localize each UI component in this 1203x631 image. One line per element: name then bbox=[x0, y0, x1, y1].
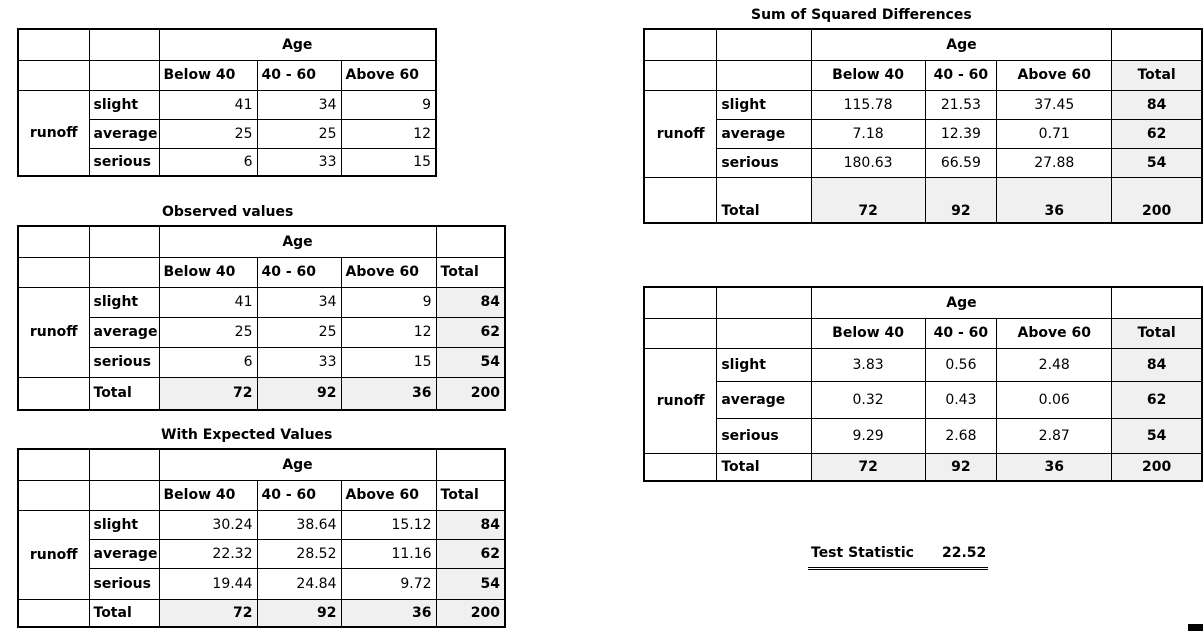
row-total: 62 bbox=[436, 317, 505, 347]
column-header: Total bbox=[436, 480, 505, 510]
row-label: average bbox=[89, 119, 159, 148]
row-label: average bbox=[89, 539, 159, 568]
expected-caption: With Expected Values bbox=[161, 427, 333, 443]
table-row bbox=[18, 510, 505, 539]
age-header: Age bbox=[159, 226, 436, 257]
observed-table bbox=[17, 225, 506, 411]
table-row bbox=[644, 318, 1202, 348]
column-total: 92 bbox=[925, 177, 997, 223]
table-cell: 27.88 bbox=[997, 148, 1112, 177]
table-row bbox=[644, 119, 1202, 148]
table-cell: 9.29 bbox=[811, 418, 925, 453]
column-header: Below 40 bbox=[811, 60, 925, 90]
row-total: 84 bbox=[436, 510, 505, 539]
row-label: serious bbox=[89, 347, 159, 377]
table-cell: 9.72 bbox=[341, 568, 436, 599]
observed-caption: Observed values bbox=[162, 204, 294, 220]
table-cell: 30.24 bbox=[159, 510, 257, 539]
age-header: Age bbox=[811, 287, 1112, 318]
table-cell: 25 bbox=[257, 317, 341, 347]
ssd-table bbox=[643, 28, 1203, 224]
column-header: Above 60 bbox=[997, 60, 1112, 90]
test-statistic-value: 22.52 bbox=[942, 545, 987, 561]
column-header: Total bbox=[1112, 318, 1202, 348]
age-header: Age bbox=[811, 29, 1112, 60]
row-label: slight bbox=[89, 90, 159, 119]
table-row bbox=[644, 348, 1202, 381]
column-header: 40 - 60 bbox=[257, 60, 341, 90]
table-row bbox=[644, 60, 1202, 90]
column-header: 40 - 60 bbox=[925, 318, 997, 348]
table-cell: 25 bbox=[159, 317, 257, 347]
column-total: 92 bbox=[925, 453, 997, 481]
column-header: Above 60 bbox=[341, 480, 436, 510]
column-total: 36 bbox=[341, 377, 436, 410]
row-total: 54 bbox=[1112, 418, 1202, 453]
runoff-label: runoff bbox=[644, 348, 717, 453]
total-label: Total bbox=[717, 453, 811, 481]
table-cell: 0.43 bbox=[925, 381, 997, 418]
runoff-label: runoff bbox=[18, 287, 89, 377]
table-row bbox=[18, 317, 505, 347]
table-cell: 66.59 bbox=[925, 148, 997, 177]
table-cell: 34 bbox=[257, 90, 341, 119]
column-total: 72 bbox=[159, 599, 257, 627]
table-cell: 2.48 bbox=[997, 348, 1112, 381]
table-cell: 41 bbox=[159, 90, 257, 119]
table-row bbox=[18, 29, 436, 60]
column-header: Total bbox=[436, 257, 505, 287]
row-label: average bbox=[717, 381, 811, 418]
table-row bbox=[644, 453, 1202, 481]
column-header: Below 40 bbox=[811, 318, 925, 348]
test-statistic-label: Test Statistic bbox=[811, 545, 914, 561]
table-row bbox=[18, 347, 505, 377]
table-row bbox=[18, 449, 505, 480]
row-total: 54 bbox=[436, 568, 505, 599]
column-total: 72 bbox=[159, 377, 257, 410]
age-header: Age bbox=[159, 449, 436, 480]
table-cell: 2.87 bbox=[997, 418, 1112, 453]
table-row bbox=[18, 377, 505, 410]
column-total: 92 bbox=[257, 377, 341, 410]
runoff-label: runoff bbox=[18, 510, 89, 599]
column-total: 36 bbox=[997, 453, 1112, 481]
table-cell: 37.45 bbox=[997, 90, 1112, 119]
table-cell: 0.32 bbox=[811, 381, 925, 418]
ssd-caption: Sum of Squared Differences bbox=[751, 7, 972, 23]
row-label: slight bbox=[89, 510, 159, 539]
column-header: Below 40 bbox=[159, 60, 257, 90]
table-row bbox=[18, 287, 505, 317]
table-cell: 9 bbox=[341, 287, 436, 317]
row-total: 62 bbox=[436, 539, 505, 568]
table-row bbox=[644, 90, 1202, 119]
row-total: 54 bbox=[1112, 148, 1202, 177]
grand-total: 200 bbox=[1112, 453, 1202, 481]
column-header: Above 60 bbox=[341, 257, 436, 287]
row-label: slight bbox=[717, 90, 811, 119]
row-label: average bbox=[89, 317, 159, 347]
table-cell: 15.12 bbox=[341, 510, 436, 539]
row-total: 84 bbox=[1112, 348, 1202, 381]
table-row bbox=[18, 257, 505, 287]
column-header: Above 60 bbox=[341, 60, 436, 90]
row-label: serious bbox=[89, 568, 159, 599]
row-label: serious bbox=[717, 148, 811, 177]
column-total: 36 bbox=[997, 177, 1112, 223]
table-cell: 0.56 bbox=[925, 348, 997, 381]
row-label: slight bbox=[717, 348, 811, 381]
table-cell: 9 bbox=[341, 90, 436, 119]
table-cell: 21.53 bbox=[925, 90, 997, 119]
column-total: 36 bbox=[341, 599, 436, 627]
total-label: Total bbox=[89, 377, 159, 410]
table-cell: 7.18 bbox=[811, 119, 925, 148]
table-row bbox=[644, 148, 1202, 177]
table-cell: 6 bbox=[159, 347, 257, 377]
table-row bbox=[644, 381, 1202, 418]
column-header: Below 40 bbox=[159, 257, 257, 287]
table-cell: 34 bbox=[257, 287, 341, 317]
table-row bbox=[18, 539, 505, 568]
table-row bbox=[18, 60, 436, 90]
table-cell: 25 bbox=[159, 119, 257, 148]
row-total: 62 bbox=[1112, 119, 1202, 148]
table-cell: 15 bbox=[341, 347, 436, 377]
table-cell: 33 bbox=[257, 148, 341, 176]
grand-total: 200 bbox=[436, 599, 505, 627]
row-label: serious bbox=[717, 418, 811, 453]
table-cell: 22.32 bbox=[159, 539, 257, 568]
table-cell: 12 bbox=[341, 119, 436, 148]
table-cell: 19.44 bbox=[159, 568, 257, 599]
table-row bbox=[18, 599, 505, 627]
row-total: 54 bbox=[436, 347, 505, 377]
total-label: Total bbox=[717, 177, 811, 223]
row-label: slight bbox=[89, 287, 159, 317]
row-total: 84 bbox=[1112, 90, 1202, 119]
table-cell: 12 bbox=[341, 317, 436, 347]
corner-marker bbox=[1188, 624, 1203, 631]
table-row bbox=[18, 480, 505, 510]
column-header: 40 - 60 bbox=[257, 257, 341, 287]
row-label: average bbox=[717, 119, 811, 148]
column-header: 40 - 60 bbox=[925, 60, 997, 90]
runoff-label: runoff bbox=[18, 90, 89, 176]
contribution-table bbox=[643, 286, 1203, 482]
table-cell: 6 bbox=[159, 148, 257, 176]
table-cell: 115.78 bbox=[811, 90, 925, 119]
runoff-label: runoff bbox=[644, 90, 717, 177]
table-row bbox=[18, 568, 505, 599]
table-cell: 12.39 bbox=[925, 119, 997, 148]
column-total: 92 bbox=[257, 599, 341, 627]
table-cell: 41 bbox=[159, 287, 257, 317]
table-cell: 0.06 bbox=[997, 381, 1112, 418]
table-row bbox=[644, 418, 1202, 453]
table-cell: 0.71 bbox=[997, 119, 1112, 148]
table-row bbox=[644, 29, 1202, 60]
total-label: Total bbox=[89, 599, 159, 627]
table-cell: 28.52 bbox=[257, 539, 341, 568]
table-cell: 38.64 bbox=[257, 510, 341, 539]
table-row bbox=[644, 287, 1202, 318]
raw-data-table bbox=[17, 28, 437, 177]
row-total: 84 bbox=[436, 287, 505, 317]
age-header: Age bbox=[159, 29, 436, 60]
column-total: 72 bbox=[811, 453, 925, 481]
row-total: 62 bbox=[1112, 381, 1202, 418]
table-cell: 2.68 bbox=[925, 418, 997, 453]
table-row bbox=[18, 226, 505, 257]
table-cell: 15 bbox=[341, 148, 436, 176]
grand-total: 200 bbox=[1112, 177, 1202, 223]
table-cell: 24.84 bbox=[257, 568, 341, 599]
table-row bbox=[18, 90, 436, 119]
table-cell: 11.16 bbox=[341, 539, 436, 568]
column-header: Below 40 bbox=[159, 480, 257, 510]
table-cell: 33 bbox=[257, 347, 341, 377]
table-cell: 25 bbox=[257, 119, 341, 148]
table-row bbox=[644, 177, 1202, 223]
test-statistic bbox=[808, 543, 988, 570]
grand-total: 200 bbox=[436, 377, 505, 410]
column-header: Total bbox=[1112, 60, 1202, 90]
column-header: 40 - 60 bbox=[257, 480, 341, 510]
column-header: Above 60 bbox=[997, 318, 1112, 348]
table-cell: 3.83 bbox=[811, 348, 925, 381]
table-cell: 180.63 bbox=[811, 148, 925, 177]
expected-table bbox=[17, 448, 506, 628]
row-label: serious bbox=[89, 148, 159, 176]
column-total: 72 bbox=[811, 177, 925, 223]
